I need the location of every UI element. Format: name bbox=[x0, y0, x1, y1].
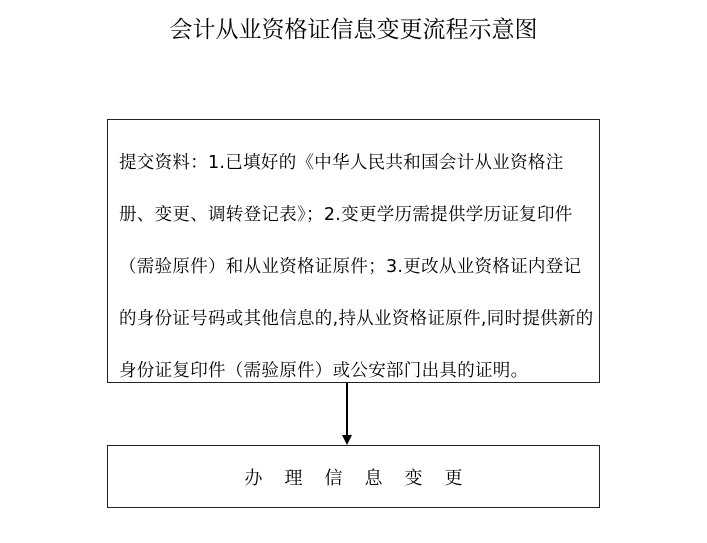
arrow-down-icon bbox=[342, 435, 352, 445]
step-submit-materials-text: 提交资料：1.已填好的《中华人民共和国会计从业资格注册、变更、调转登记表》；2.变更学历需提供学历证复印件（需验原件）和从业资格证原件；3.更改从业资格证内登记的身份证号码或其他信息的,持从业资格证原件,同时提供新的身份证复印件（需验原件）或公安部门出具的证明。 bbox=[119, 153, 594, 381]
step-process-change-box bbox=[107, 445, 600, 508]
connector-arrow-line bbox=[346, 383, 348, 436]
step-process-change-text: 办理信息变更 bbox=[244, 467, 485, 489]
step-submit-materials-box bbox=[107, 119, 600, 383]
diagram-title: 会计从业资格证信息变更流程示意图 bbox=[169, 17, 538, 43]
